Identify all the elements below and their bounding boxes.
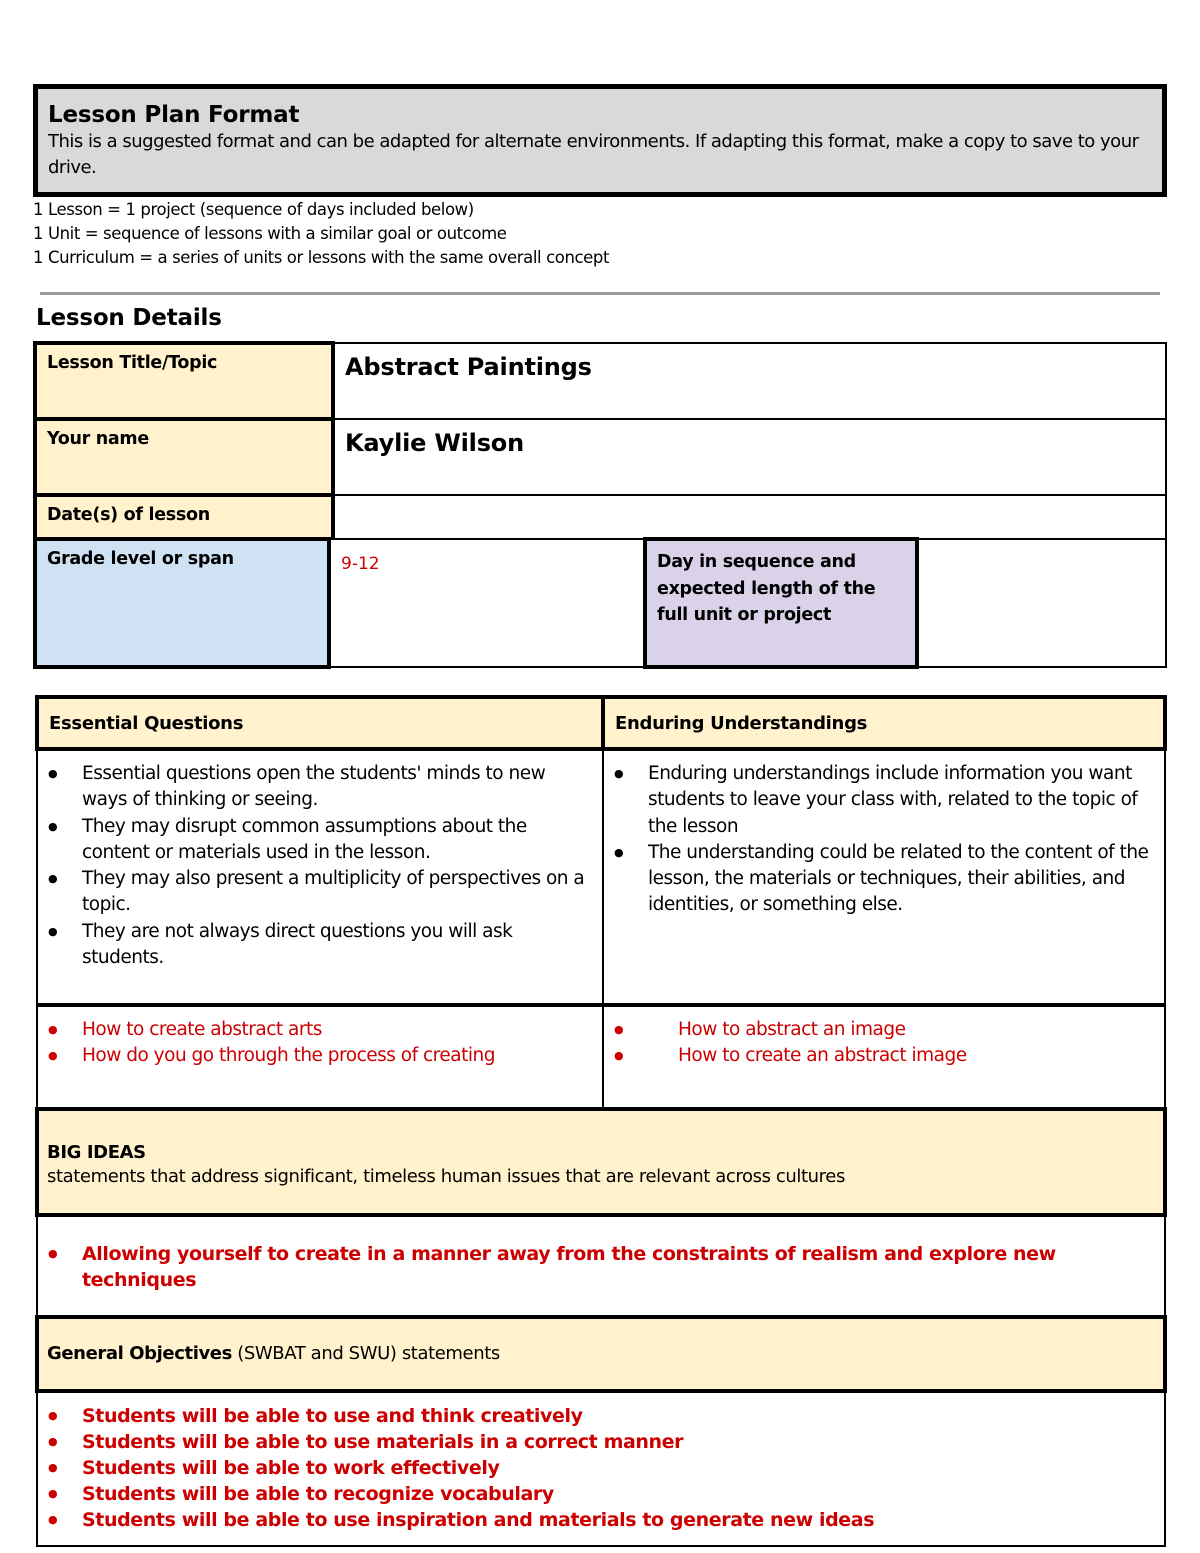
table-row [37, 1215, 1165, 1317]
essential-questions-header: Essential Questions [37, 697, 603, 749]
table-row [35, 419, 1166, 495]
day-sequence-label: Day in sequence and expected length of the full unit or project [645, 539, 917, 667]
objectives-subtitle: (SWBAT and SWU) statements [231, 1343, 500, 1364]
lesson-details-heading: Lesson Details [36, 305, 222, 331]
table-row [37, 697, 1165, 749]
big-ideas-subtitle: statements that address significant, timeless human issues that are relevant across cultures [47, 1166, 845, 1187]
list-item: ● They are not always direct questions you will ask students. [46, 919, 592, 972]
list-item: ● They may also present a multiplicity of perspectives on a topic. [46, 866, 592, 919]
big-ideas-header [37, 1109, 1165, 1215]
big-ideas-title: BIG IDEAS [47, 1142, 146, 1163]
list-item: ● Enduring understandings include information you want students to leave your class with, related to the topic of the lesson [612, 761, 1154, 840]
document-title: Lesson Plan Format [48, 102, 300, 128]
list-item: ● Students will be able to use and think creatively [46, 1403, 1154, 1429]
format-header-box [33, 84, 1167, 197]
list-item: ● Students will be able to use materials in a correct manner [46, 1429, 1154, 1455]
questions-understandings-table [35, 695, 1167, 1133]
lesson-title-label: Lesson Title/Topic [35, 343, 333, 419]
format-description: This is a suggested format and can be adapted for alternate environments. If adapting this format, make a copy to save to your drive. [48, 131, 1139, 178]
grade-level-label: Grade level or span [35, 539, 329, 667]
list-item: ● Students will be able to work effectively [46, 1455, 1154, 1481]
essential-questions-guidance [37, 749, 603, 1005]
table-row [37, 749, 1165, 1005]
lesson-title-field[interactable]: Abstract Paintings [333, 343, 1166, 419]
objectives-answers[interactable] [37, 1391, 1165, 1546]
list-item: ● Allowing yourself to create in a manner away from the constraints of realism and explore new techniques [46, 1241, 1154, 1293]
table-row [35, 539, 1166, 667]
definitions-list [33, 198, 609, 270]
table-row [37, 1317, 1165, 1391]
list-item: ● How do you go through the process of creating [46, 1043, 592, 1069]
list-item: ● Essential questions open the students' minds to new ways of thinking or seeing. [46, 761, 592, 814]
definition-curriculum: 1 Curriculum = a series of units or lessons with the same overall concept [33, 248, 610, 267]
big-ideas-objectives-table [35, 1107, 1167, 1547]
enduring-understandings-header: Enduring Understandings [603, 697, 1165, 749]
objectives-header [37, 1317, 1165, 1391]
day-sequence-field[interactable] [917, 539, 1166, 667]
list-item: ● Students will be able to recognize vocabulary [46, 1481, 1154, 1507]
list-item: ● The understanding could be related to the content of the lesson, the materials or techniques, their abilities, and identities, or something else. [612, 840, 1154, 919]
your-name-field[interactable]: Kaylie Wilson [333, 419, 1166, 495]
list-item: ● How to abstract an image [612, 1017, 1154, 1043]
section-divider [40, 292, 1160, 295]
definition-unit: 1 Unit = sequence of lessons with a similar goal or outcome [33, 224, 507, 243]
definition-lesson: 1 Lesson = 1 project (sequence of days included below) [33, 200, 474, 219]
lesson-dates-label: Date(s) of lesson [35, 495, 333, 571]
list-item: ● They may disrupt common assumptions about the content or materials used in the lesson. [46, 814, 592, 867]
big-ideas-answers[interactable] [37, 1215, 1165, 1317]
table-row [37, 1109, 1165, 1215]
grade-day-table [33, 537, 1167, 669]
your-name-label: Your name [35, 419, 333, 495]
list-item: ● Students will be able to use inspiration and materials to generate new ideas [46, 1507, 1154, 1533]
enduring-understandings-guidance [603, 749, 1165, 1005]
table-row [37, 1391, 1165, 1546]
table-row [35, 343, 1166, 419]
objectives-title: General Objectives [47, 1343, 232, 1364]
list-item: ● How to create an abstract image [612, 1043, 1154, 1069]
grade-level-field[interactable]: 9-12 [329, 539, 645, 667]
list-item: ● How to create abstract arts [46, 1017, 592, 1043]
